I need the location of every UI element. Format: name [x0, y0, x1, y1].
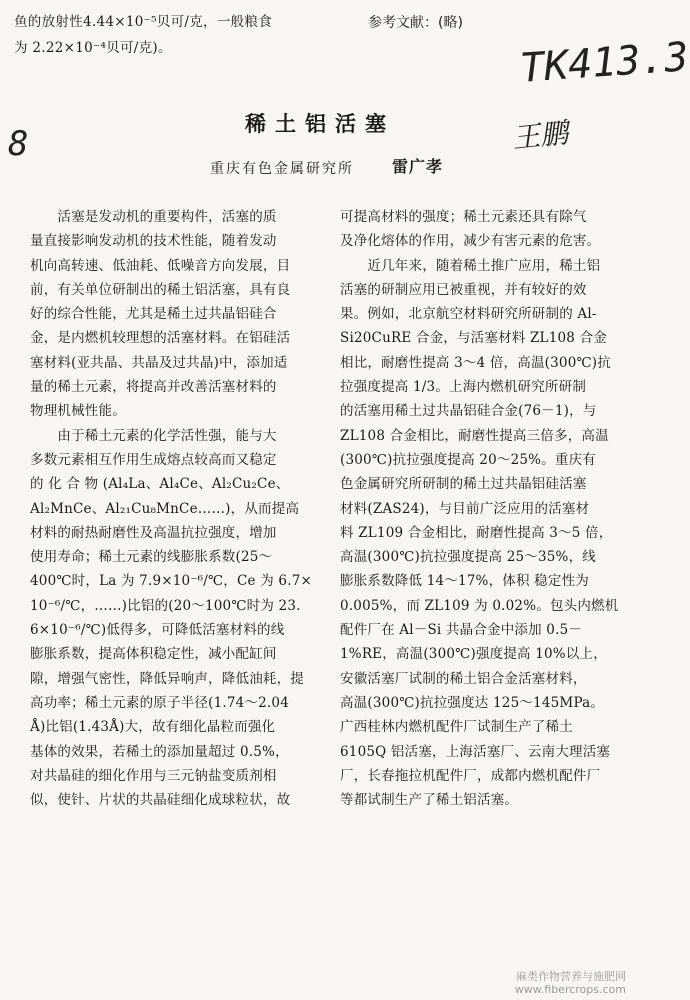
references-note: 参考文献：(略): [368, 15, 463, 31]
body-line: 前，有关单位研制出的稀土铝活塞，具有良: [30, 281, 291, 298]
body-line: 由于稀土元素的化学活性强，能与大: [30, 427, 277, 444]
body-line: 似，使针、片状的共晶硅细化成球粒状，故: [30, 792, 291, 809]
body-line: 使用寿命；稀土元素的线膨胀系数(25～: [30, 549, 273, 566]
body-line: 活塞的研制应用已被重视，并有较好的效: [340, 281, 587, 298]
body-line: 0.005%，而 ZL109 为 0.02%。包头内燃机: [340, 597, 619, 614]
body-line: 量的稀土元素，将提高并改善活塞材料的: [30, 379, 277, 396]
author-name: 雷广孝: [392, 157, 444, 176]
body-line: 色金属研究所研制的稀土过共晶铝硅活塞: [340, 476, 587, 493]
body-line: 材料的耐热耐磨性及高温抗拉强度，增加: [30, 524, 277, 541]
body-line: 高功率；稀土元素的原子半径(1.74～2.04: [30, 694, 289, 711]
body-line: 10⁻⁶/℃，……)比铝的(20～100℃时为 23.: [30, 597, 301, 614]
body-line: 的 化 合 物 (Al₄La、Al₄Ce、Al₂Cu₂Ce、: [30, 476, 290, 493]
body-line: 膨胀系数，提高体积稳定性，减小配缸间: [30, 646, 277, 663]
body-line: 的活塞用稀土过共晶铝硅合金(76－1)，与: [340, 403, 597, 420]
body-line: 材料(ZAS24)，与目前广泛应用的活塞材: [340, 500, 590, 517]
body-line: (300℃)抗拉强度提高 20～25%。重庆有: [340, 451, 596, 468]
body-line: 量直接影响发动机的技术性能，随着发动: [30, 233, 277, 250]
handwritten-margin-mark: 8: [8, 124, 29, 164]
site-watermark: [515, 970, 626, 996]
body-line: 料 ZL109 合金相比，耐磨性提高 3～5 倍，: [340, 524, 613, 541]
body-line: Si20CuRE 合金，与活塞材料 ZL108 合金: [340, 330, 607, 347]
body-line: 基体的效果，若稀土的添加量超过 0.5%，: [30, 743, 289, 760]
body-line: 广西桂林内燃机配件厂试制生产了稀土: [340, 719, 573, 736]
body-line: 厂，长春拖拉机配件厂，成都内燃机配件厂: [340, 767, 601, 784]
body-line: 配件厂在 Al－Si 共晶合金中添加 0.5－: [340, 622, 583, 639]
prev-text-line-2: 为 2.22×10⁻⁴贝可/克)。: [14, 40, 172, 56]
body-line: 6105Q 铝活塞，上海活塞厂、云南大理活塞: [340, 743, 611, 760]
body-line: 隙，增强气密性，降低异响声，降低油耗，提: [30, 670, 304, 687]
body-line: 近几年来，随着稀土推广应用，稀土铝: [340, 257, 601, 274]
body-line: 相比，耐磨性提高 3～4 倍，高温(300℃)抗: [340, 354, 611, 371]
body-line: 6×10⁻⁶/℃)低得多，可降低活塞材料的线: [30, 622, 285, 639]
body-line: 高温(300℃)抗拉强度达 125～145MPa。: [340, 694, 605, 711]
article-title: 稀土铝活塞: [245, 112, 395, 136]
body-line: 400℃时，La 为 7.9×10⁻⁶/℃，Ce 为 6.7×: [30, 573, 312, 590]
body-line: 机向高转速、低油耗、低噪音方向发展，目: [30, 257, 291, 274]
body-line: 安徽活塞厂试制的稀土铝合金活塞材料，: [340, 670, 587, 687]
handwritten-signature: 王鹏: [510, 116, 570, 155]
body-line: 高温(300℃)抗拉强度提高 25～35%，线: [340, 549, 596, 566]
left-column: [30, 205, 338, 812]
body-line: Å)比铝(1.43Å)大，故有细化晶粒而强化: [30, 719, 276, 736]
body-line: 多数元素相互作用生成熔点较高而又稳定: [30, 451, 277, 468]
body-line: 拉强度提高 1/3。上海内燃机研究所研制: [340, 379, 587, 396]
body-line: 1%RE，高温(300℃)强度提高 10%以上，: [340, 646, 607, 663]
body-line: 可提高材料的强度；稀土元素还具有除气: [340, 209, 587, 225]
handwritten-call-number: TK413.3: [518, 34, 690, 92]
body-line: Al₂MnCe、Al₂₁Cu₈MnCe……)，从而提高: [30, 500, 300, 517]
prev-text-line-1: 鱼的放射性4.44×10⁻⁵贝可/克，一般粮食: [14, 14, 273, 30]
body-line: 等都试制生产了稀土铝活塞。: [340, 792, 519, 809]
right-column: [340, 205, 636, 812]
body-line: 果。例如，北京航空材料研究所研制的 Al-: [340, 306, 597, 323]
body-line: 好的综合性能，尤其是稀土过共晶铝硅合: [30, 306, 277, 323]
body-line: ZL108 合金相比，耐磨性提高三倍多，高温: [340, 427, 609, 444]
body-line: 活塞是发动机的重要构件，活塞的质: [30, 209, 277, 225]
author-affiliation: 重庆有色金属研究所: [210, 161, 354, 177]
body-line: 金，是内燃机较理想的活塞材料。在铝硅活: [30, 330, 291, 347]
body-line: 对共晶硅的细化作用与三元钠盐变质剂相: [30, 767, 277, 784]
body-line: 塞材料(亚共晶、共晶及过共晶)中，添加适: [30, 354, 288, 371]
watermark-line-2: www.fibercrops.com: [514, 983, 626, 996]
watermark-line-1: 麻类作物营养与施肥网: [516, 970, 626, 983]
body-line: 物理机械性能。: [30, 403, 126, 420]
body-line: 及净化熔体的作用，减少有害元素的危害。: [340, 233, 601, 250]
body-line: 膨胀系数降低 14～17%，体积 稳定性为: [340, 573, 589, 590]
